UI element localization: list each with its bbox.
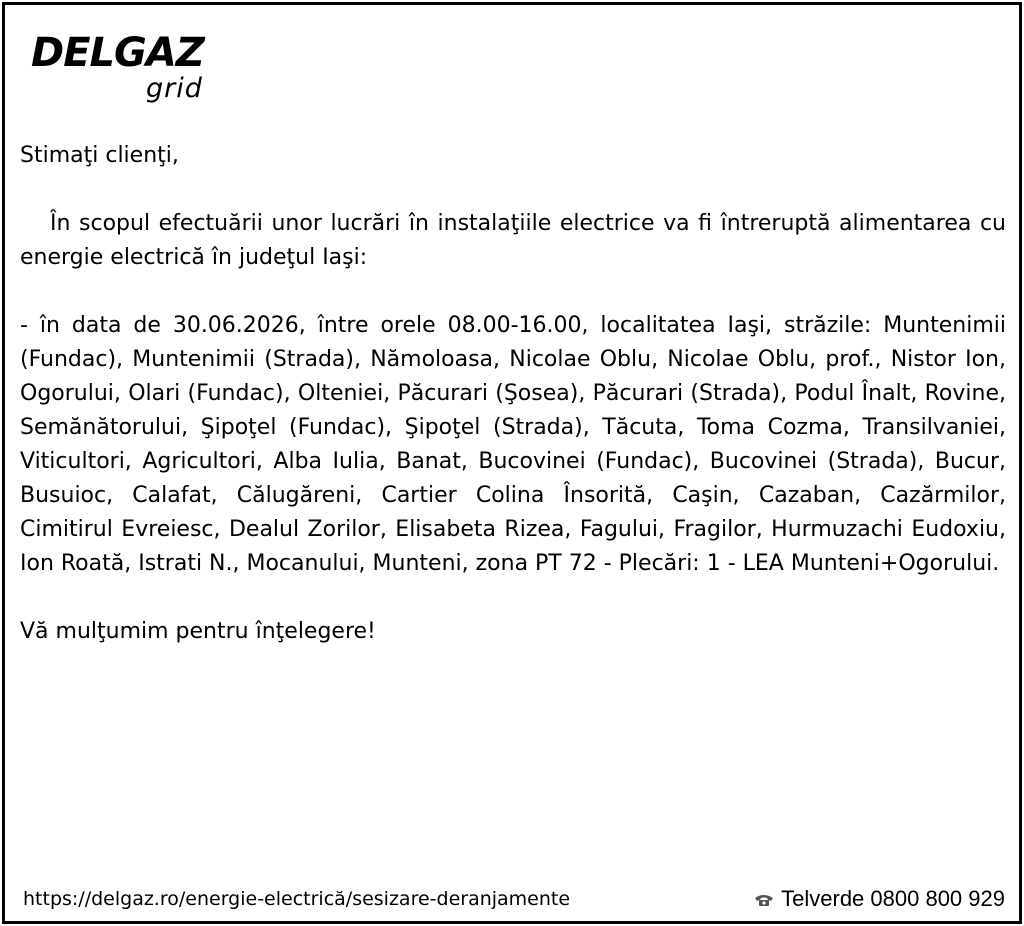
- notice-frame: [2, 2, 1022, 924]
- footer-phone: [753, 885, 1005, 913]
- logo-brand: DELGAZ: [31, 30, 204, 76]
- intro-paragraph: În scopul efectuării unor lucrări în instalaţiile electrice va fi întreruptă alimentarea cu energie electrică în judeţul Iaşi:: [20, 211, 1006, 270]
- phone-text: Telverde 0800 800 929: [781, 886, 1005, 911]
- outage-details: - în data de 30.06.2026, între orele 08.00-16.00, localitatea Iaşi, străzile: Muntenimii (Fundac), Muntenimii (Strada), Nămoloasa, Nicolae Oblu, Nicolae Oblu, prof., Nistor Ion, Ogorului, Olari (Fundac), Olteniei, Păcurari (Şosea), Păcurari (Strada), Podul Înalt, Rovine, Semănătorului, Şipoţel (Fundac), Şipoţel (Strada), Tăcuta, Toma Cozma, Transilvaniei, Viticultori, Agricultori, Alba Iulia, Banat, Bucovinei (Fundac), Bucovinei (Strada), Bucur, Busuioc, Calafat, Călugăreni, Cartier Colina Însorită, Caşin, Cazaban, Cazărmilor, Cimitirul Evreiesc, Dealul Zorilor, Elisabeta Rizea, Fagului, Fragilor, Hurmuzachi Eudoxiu, Ion Roată, Istrati N., Mocanului, Munteni, zona PT 72 - Plecări: 1 - LEA Munteni+Ogorului.: [20, 313, 1006, 576]
- footer-url[interactable]: https://delgaz.ro/energie-electrică/sesizare-deranjamente: [23, 888, 571, 910]
- notice-body: [20, 139, 1006, 649]
- greeting: Stimaţi clienţi,: [20, 143, 179, 168]
- closing-line: Vă mulţumim pentru înţelegere!: [20, 619, 376, 644]
- delgaz-grid-logo: [31, 31, 231, 111]
- logo-sub: grid: [146, 73, 203, 104]
- telephone-icon: [753, 893, 775, 907]
